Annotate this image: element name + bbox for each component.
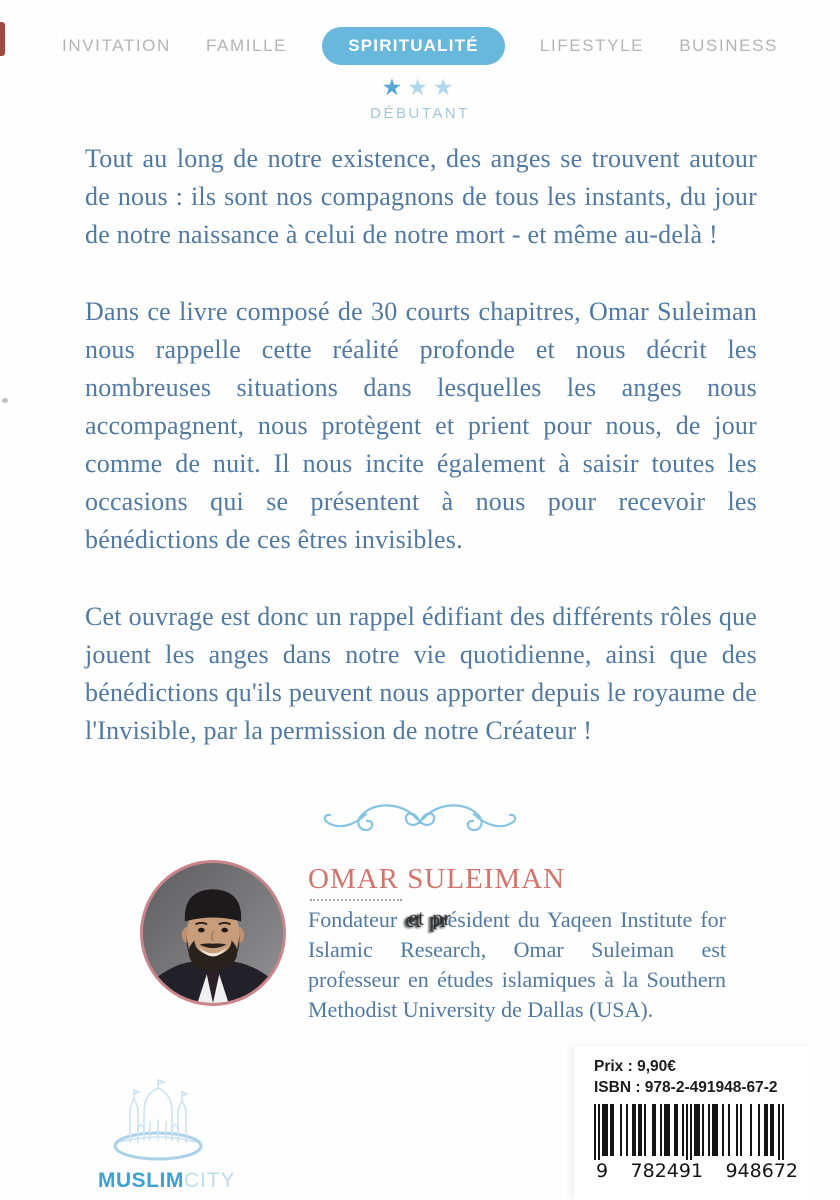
barcode [594, 1104, 814, 1168]
portrait-illustration [143, 863, 283, 1003]
description-paragraph: Tout au long de notre existence, des anges se trouvent autour de nous : ils sont nos compagnons de tous les instants, du jour de notre naissance à celui de notre mort - et même au-delà ! [85, 144, 757, 249]
ink-smudge: et pr [405, 906, 448, 932]
barcode-digits [594, 1160, 800, 1182]
barcode-digit-group: 9 [596, 1160, 609, 1182]
star-icon: ★ [407, 75, 433, 100]
author-portrait [140, 860, 286, 1006]
barcode-digit-group: 782491 [630, 1160, 704, 1182]
book-description [85, 140, 757, 789]
isbn-label: ISBN : 978-2-491948-67-2 [594, 1079, 778, 1096]
brand-wordmark [98, 1169, 236, 1193]
author-section [140, 860, 727, 1025]
author-info [308, 860, 726, 1025]
purchase-info [574, 1046, 814, 1200]
nav-item-lifestyle[interactable]: LIFESTYLE [539, 36, 645, 55]
nav-item-famille[interactable]: FAMILLE [205, 36, 288, 55]
publisher-logo [98, 1072, 236, 1193]
brand-city: CITY [183, 1169, 236, 1192]
star-icon: ★ [432, 75, 459, 100]
flourish-ornament-icon [0, 798, 840, 847]
scan-artifact [2, 398, 8, 403]
description-paragraph: Cet ouvrage est donc un rappel édifiant des différents rôles que jouent les anges dans notre vie quotidienne, ainsi que des bénédictions qu'ils peuvent nous apporter depuis le royaume de l'Invisible, par la permission de notre Créateur ! [85, 602, 757, 745]
bio-text: ésident du Yaqeen Institute for Islamic Research, Omar Suleiman est professeur en études islamiques à la Southern Methodist University de Dallas (USA). [308, 906, 727, 1022]
nav-item-invitation[interactable]: INVITATION [62, 36, 171, 55]
category-nav [62, 24, 778, 68]
star-icon: ★ [381, 75, 408, 100]
mosque-icon [108, 1072, 208, 1164]
brand-muslim: MUSLIM [98, 1169, 184, 1192]
bio-text: Fondateur [308, 906, 398, 932]
level-label: DÉBUTANT [370, 105, 470, 122]
description-paragraph: Dans ce livre composé de 30 courts chapitres, Omar Suleiman nous rappelle cette réalité profonde et nous décrit les nombreuses situations dans lesquelles les anges nous accompagnent, nous protègent et prient pour nous, de jour comme de nuit. Il nous incite également à saisir toutes les occasions qui se présentent à nous pour recevoir les bénédictions de ces êtres invisibles. [85, 297, 757, 554]
price-label: Prix : 9,90€ [594, 1058, 676, 1075]
scan-artifact [0, 22, 5, 56]
difficulty-level [0, 76, 840, 122]
author-name: OMAR SULEIMAN [308, 863, 566, 895]
nav-item-spiritualite-active[interactable]: SPIRITUALITÉ [322, 27, 505, 65]
nav-item-business[interactable]: BUSINESS [679, 36, 778, 55]
barcode-digit-group: 948672 [725, 1160, 798, 1182]
author-bio [308, 905, 726, 1025]
star-rating [0, 76, 840, 99]
scan-artifact [310, 899, 402, 901]
